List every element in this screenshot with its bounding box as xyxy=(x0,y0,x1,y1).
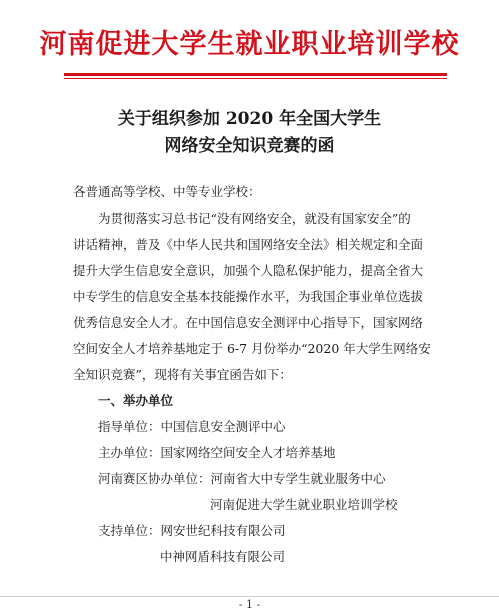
letterhead-rule-thick xyxy=(64,73,447,76)
body-line: 全知识竞赛”，现将有关事宜函告如下： xyxy=(73,367,292,382)
organizer-line: 河南赛区协办单位：河南省大中专学生就业服务中心 xyxy=(98,471,386,486)
salutation: 各普通高等学校、中等专业学校： xyxy=(73,184,261,199)
organizer-line: 支持单位：网安世纪科技有限公司 xyxy=(98,523,286,538)
doc-title-line2: 网络安全知识竞赛的函 xyxy=(164,136,335,156)
organizer-line: 中神网盾科技有限公司 xyxy=(160,549,286,564)
organizer-line: 指导单位：中国信息安全测评中心 xyxy=(98,419,286,434)
organizer-line: 主办单位：国家网络空间安全人才培养基地 xyxy=(98,445,336,460)
body-line: 讲话精神，普及《中华人民共和国网络安全法》相关规定和全面 xyxy=(73,237,424,252)
page-number: - 1 - xyxy=(238,598,261,611)
organizer-line: 河南促进大学生就业职业培训学校 xyxy=(210,497,398,512)
footer-rule xyxy=(0,596,499,597)
body-line: 优秀信息安全人才。在中国信息安全测评中心指导下，国家网络 xyxy=(73,315,424,330)
body-line: 中专学生的信息安全基本技能操作水平，为我国企事业单位选拔 xyxy=(73,289,424,304)
body-line: 为贯彻落实习总书记“没有网络安全，就没有国家安全”的 xyxy=(98,211,411,226)
body-line: 提升大学生信息安全意识，加强个人隐私保护能力，提高全省大 xyxy=(73,263,424,278)
doc-title-line1: 关于组织参加 2020 年全国大学生 xyxy=(117,109,382,129)
body-line: 空间安全人才培养基地定于 6-7 月份举办“2020 年大学生网络安 xyxy=(73,341,431,356)
letterhead-org-name: 河南促进大学生就业职业培训学校 xyxy=(39,29,460,60)
letterhead-rule-thin xyxy=(64,78,447,79)
section-heading: 一、举办单位 xyxy=(98,393,174,408)
